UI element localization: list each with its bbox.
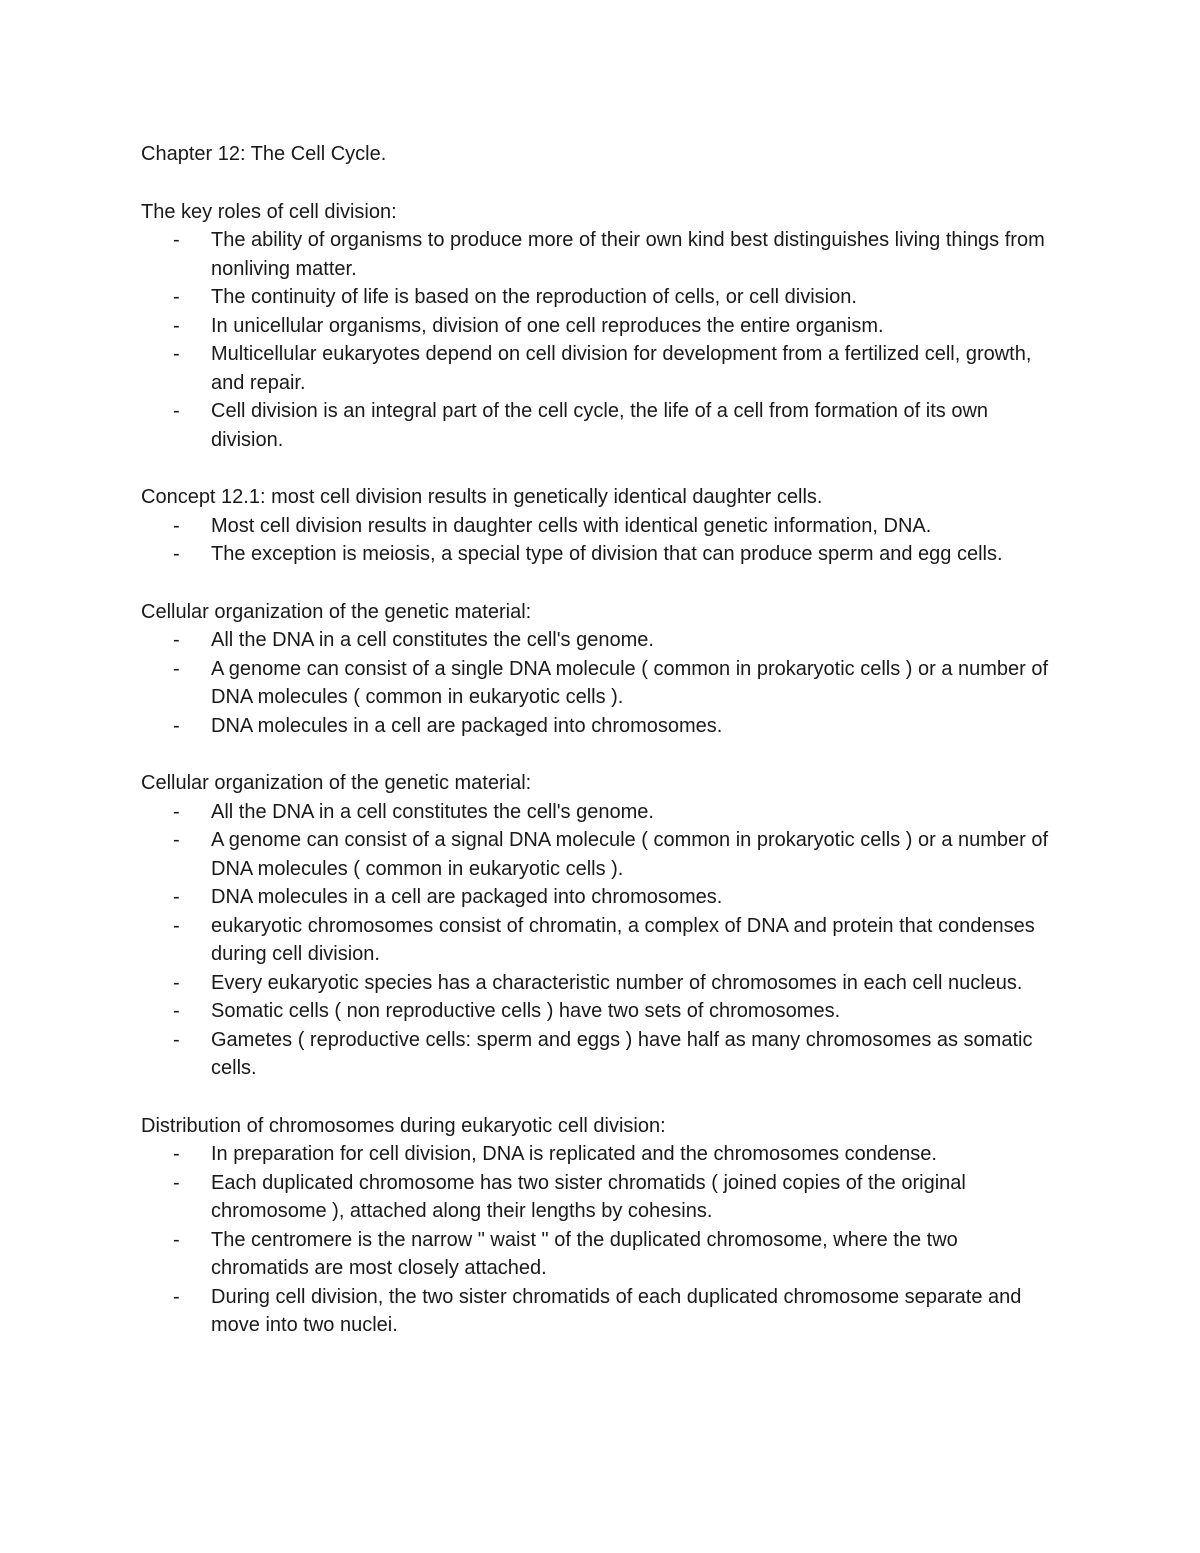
section-heading: Cellular organization of the genetic material: <box>141 772 532 794</box>
bullet-marker: - <box>173 1171 180 1194</box>
bullet-marker: - <box>173 314 180 337</box>
list-item <box>141 340 1061 397</box>
list-item <box>141 997 1061 1026</box>
list-item-text: In preparation for cell division, DNA is replicated and the chromosomes condense. <box>211 1143 937 1165</box>
list-item <box>141 1226 1061 1283</box>
list-item <box>141 826 1061 883</box>
list-item <box>141 969 1061 998</box>
list-item-text: During cell division, the two sister chromatids of each duplicated chromosome separate and move into two nuclei. <box>211 1285 1022 1336</box>
bullet-marker: - <box>173 914 180 937</box>
bullet-marker: - <box>173 971 180 994</box>
section <box>141 198 1061 455</box>
list-item <box>141 312 1061 341</box>
list-item <box>141 540 1061 569</box>
bullet-marker: - <box>173 1228 180 1251</box>
section-heading: Distribution of chromosomes during eukaryotic cell division: <box>141 1114 666 1137</box>
list-item-text: Multicellular eukaryotes depend on cell division for development from a fertilized cell, growth, and repair. <box>211 343 1032 394</box>
bullet-marker: - <box>173 629 180 651</box>
list-item-text: All the DNA in a cell constitutes the cell's genome. <box>211 800 654 823</box>
list-item <box>141 512 1061 541</box>
bullet-marker: - <box>173 1000 180 1022</box>
list-item-text: Cell division is an integral part of the cell cycle, the life of a cell from formation of its own division. <box>211 400 989 451</box>
bullet-marker: - <box>173 800 180 823</box>
list-item-text: In unicellular organisms, division of one cell reproduces the entire organism. <box>211 314 884 337</box>
list-item <box>141 1169 1061 1226</box>
list-item <box>141 798 1061 827</box>
section-heading: Cellular organization of the genetic material: <box>141 600 532 623</box>
list-item-text: Most cell division results in daughter cells with identical genetic information, DNA. <box>211 514 932 537</box>
list-item-text: DNA molecules in a cell are packaged into chromosomes. <box>211 714 723 737</box>
section-heading: Concept 12.1: most cell division results in genetically identical daughter cells. <box>141 486 823 508</box>
bullet-marker: - <box>173 1143 180 1165</box>
list-item-text: A genome can consist of a signal DNA molecule ( common in prokaryotic cells ) or a number of DNA molecules ( common in eukaryotic cells ). <box>211 829 1049 880</box>
bullet-list <box>141 626 1061 740</box>
list-item-text: Every eukaryotic species has a characteristic number of chromosomes in each cell nucleus. <box>211 971 1023 994</box>
bullet-list <box>141 1140 1061 1340</box>
bullet-marker: - <box>173 1285 180 1308</box>
list-item-text: eukaryotic chromosomes consist of chromatin, a complex of DNA and protein that condenses during cell division. <box>211 914 1035 965</box>
list-item-text: Gametes ( reproductive cells: sperm and eggs ) have half as many chromosomes as somatic cells. <box>211 1028 1033 1079</box>
list-item-text: The exception is meiosis, a special type of division that can produce sperm and egg cells. <box>211 543 1003 565</box>
bullet-marker: - <box>173 714 180 737</box>
list-item <box>141 1283 1061 1340</box>
document-body <box>141 198 1061 1340</box>
list-item <box>141 712 1061 741</box>
list-item <box>141 1026 1061 1083</box>
bullet-marker: - <box>173 286 180 308</box>
bullet-marker: - <box>173 400 180 422</box>
list-item <box>141 1140 1061 1169</box>
bullet-marker: - <box>173 829 180 851</box>
list-item-text: A genome can consist of a single DNA molecule ( common in prokaryotic cells ) or a number of DNA molecules ( common in eukaryotic cells ). <box>211 657 1049 708</box>
document-title: Chapter 12: The Cell Cycle. <box>141 143 387 165</box>
list-item-text: DNA molecules in a cell are packaged into chromosomes. <box>211 886 723 908</box>
bullet-marker: - <box>173 343 180 365</box>
document-page <box>141 140 1061 1369</box>
bullet-marker: - <box>173 886 180 908</box>
bullet-list <box>141 512 1061 569</box>
bullet-marker: - <box>173 1028 180 1051</box>
bullet-marker: - <box>173 514 180 537</box>
list-item <box>141 226 1061 283</box>
bullet-marker: - <box>173 229 180 251</box>
section <box>141 769 1061 1083</box>
list-item <box>141 626 1061 655</box>
bullet-marker: - <box>173 657 180 680</box>
section <box>141 598 1061 741</box>
section <box>141 483 1061 569</box>
list-item <box>141 912 1061 969</box>
list-item-text: All the DNA in a cell constitutes the cell's genome. <box>211 629 654 651</box>
section-heading: The key roles of cell division: <box>141 200 397 223</box>
list-item <box>141 397 1061 454</box>
list-item-text: Somatic cells ( non reproductive cells ) have two sets of chromosomes. <box>211 1000 841 1022</box>
list-item-text: The ability of organisms to produce more of their own kind best distinguishes living things from nonliving matter. <box>211 229 1045 280</box>
list-item <box>141 655 1061 712</box>
bullet-list <box>141 798 1061 1083</box>
list-item-text: The centromere is the narrow " waist " of the duplicated chromosome, where the two chromatids are most closely attached. <box>211 1228 958 1279</box>
bullet-marker: - <box>173 543 180 565</box>
list-item-text: The continuity of life is based on the reproduction of cells, or cell division. <box>211 286 857 308</box>
list-item-text: Each duplicated chromosome has two sister chromatids ( joined copies of the original chromosome ), attached along their lengths by cohesins. <box>211 1171 966 1222</box>
list-item <box>141 283 1061 312</box>
section <box>141 1112 1061 1340</box>
list-item <box>141 883 1061 912</box>
bullet-list <box>141 226 1061 454</box>
